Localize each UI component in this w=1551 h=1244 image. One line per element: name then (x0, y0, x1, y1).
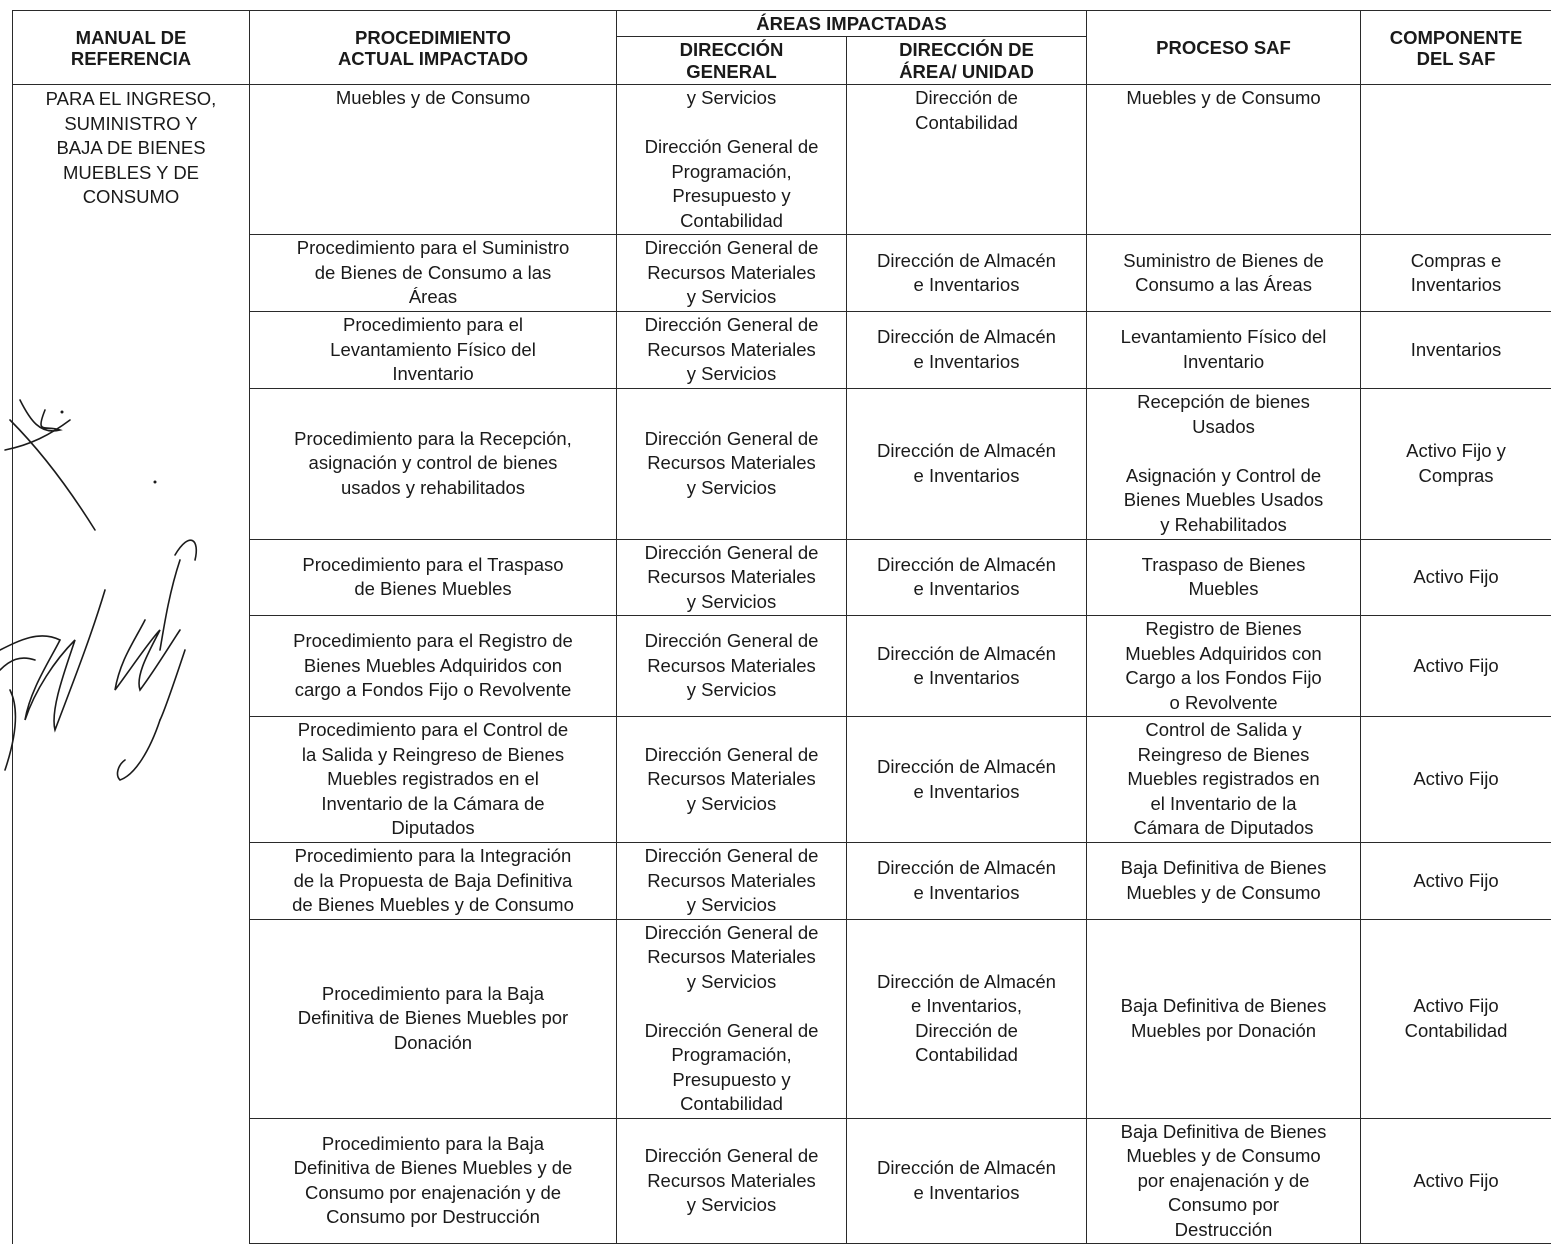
procedimiento-cell: Procedimiento para el Levantamiento Físico del Inventario (250, 312, 617, 389)
proceso-saf-cell: Baja Definitiva de Bienes Muebles y de Consumo por enajenación y de Consumo por Destrucción (1087, 1118, 1361, 1244)
direccion-area-cell: Dirección de Almacén e Inventarios (847, 1118, 1087, 1244)
procedimiento-cell: Procedimiento para el Suministro de Bienes de Consumo a las Áreas (250, 235, 617, 312)
direccion-general-cell: Dirección General de Recursos Materiales y Servicios (617, 717, 847, 843)
procedimiento-cell: Procedimiento para el Registro de Bienes Muebles Adquiridos con cargo a Fondos Fijo o Revolvente (250, 616, 617, 717)
direccion-area-cell: Dirección de Almacén e Inventarios (847, 717, 1087, 843)
procedimiento-cell: Procedimiento para la Recepción, asignación y control de bienes usados y rehabilitados (250, 388, 617, 539)
header-manual: MANUAL DE REFERENCIA (13, 11, 250, 85)
direccion-area-cell: Dirección de Almacén e Inventarios (847, 388, 1087, 539)
direccion-general-cell: Dirección General de Recursos Materiales y Servicios (617, 235, 847, 312)
direccion-general-cell: Dirección General de Recursos Materiales y Servicios Dirección General de Programación, Presupuesto y Contabilidad (617, 919, 847, 1118)
componente-saf-cell: Activo Fijo Contabilidad (1361, 919, 1551, 1118)
header-direccion-general: DIRECCIÓN GENERAL (617, 37, 847, 85)
direccion-area-cell: Dirección de Almacén e Inventarios (847, 539, 1087, 616)
procedimiento-cell: Procedimiento para el Control de la Salida y Reingreso de Bienes Muebles registrados en el Inventario de la Cámara de Diputados (250, 717, 617, 843)
proceso-saf-cell: Baja Definitiva de Bienes Muebles y de Consumo (1087, 843, 1361, 920)
direccion-area-cell: Dirección de Almacén e Inventarios (847, 312, 1087, 389)
header-areas-impactadas: ÁREAS IMPACTADAS (617, 11, 1087, 37)
componente-saf-cell: Activo Fijo y Compras (1361, 388, 1551, 539)
direccion-area-cell: Dirección de Almacén e Inventarios, Dirección de Contabilidad (847, 919, 1087, 1118)
direccion-general-cell: Dirección General de Recursos Materiales y Servicios (617, 388, 847, 539)
procedimiento-cell: Procedimiento para el Traspaso de Bienes Muebles (250, 539, 617, 616)
direccion-general-cell: Dirección General de Recursos Materiales y Servicios (617, 616, 847, 717)
direccion-area-cell: Dirección de Contabilidad (847, 85, 1087, 235)
procedures-table (12, 10, 1551, 1244)
manual-referencia-cell: PARA EL INGRESO, SUMINISTRO Y BAJA DE BIENES MUEBLES Y DE CONSUMO (13, 85, 250, 1244)
componente-saf-cell: Activo Fijo (1361, 616, 1551, 717)
proceso-saf-cell: Registro de Bienes Muebles Adquiridos con Cargo a los Fondos Fijo o Revolvente (1087, 616, 1361, 717)
procedimiento-cell: Procedimiento para la Baja Definitiva de Bienes Muebles por Donación (250, 919, 617, 1118)
proceso-saf-cell: Levantamiento Físico del Inventario (1087, 312, 1361, 389)
componente-saf-cell (1361, 85, 1551, 235)
direccion-general-cell: Dirección General de Recursos Materiales y Servicios (617, 539, 847, 616)
procedimiento-cell: Procedimiento para la Integración de la Propuesta de Baja Definitiva de Bienes Muebles y de Consumo (250, 843, 617, 920)
direccion-area-cell: Dirección de Almacén e Inventarios (847, 843, 1087, 920)
direccion-area-cell: Dirección de Almacén e Inventarios (847, 616, 1087, 717)
componente-saf-cell: Activo Fijo (1361, 717, 1551, 843)
proceso-saf-cell: Recepción de bienes Usados Asignación y Control de Bienes Muebles Usados y Rehabilitados (1087, 388, 1361, 539)
direccion-general-cell: y Servicios Dirección General de Programación, Presupuesto y Contabilidad (617, 85, 847, 235)
table-row (13, 85, 1551, 235)
proceso-saf-cell: Suministro de Bienes de Consumo a las Áreas (1087, 235, 1361, 312)
header-proceso-saf: PROCESO SAF (1087, 11, 1361, 85)
header-componente-saf: COMPONENTE DEL SAF (1361, 11, 1551, 85)
componente-saf-cell: Inventarios (1361, 312, 1551, 389)
procedimiento-cell: Procedimiento para la Baja Definitiva de Bienes Muebles y de Consumo por enajenación y de Consumo por Destrucción (250, 1118, 617, 1244)
procedimiento-cell: Muebles y de Consumo (250, 85, 617, 235)
componente-saf-cell: Compras e Inventarios (1361, 235, 1551, 312)
proceso-saf-cell: Traspaso de Bienes Muebles (1087, 539, 1361, 616)
componente-saf-cell: Activo Fijo (1361, 1118, 1551, 1244)
componente-saf-cell: Activo Fijo (1361, 843, 1551, 920)
proceso-saf-cell: Baja Definitiva de Bienes Muebles por Donación (1087, 919, 1361, 1118)
proceso-saf-cell: Control de Salida y Reingreso de Bienes Muebles registrados en el Inventario de la Cámara de Diputados (1087, 717, 1361, 843)
header-direccion-area: DIRECCIÓN DE ÁREA/ UNIDAD (847, 37, 1087, 85)
header-procedimiento: PROCEDIMIENTO ACTUAL IMPACTADO (250, 11, 617, 85)
componente-saf-cell: Activo Fijo (1361, 539, 1551, 616)
direccion-area-cell: Dirección de Almacén e Inventarios (847, 235, 1087, 312)
direccion-general-cell: Dirección General de Recursos Materiales y Servicios (617, 1118, 847, 1244)
proceso-saf-cell: Muebles y de Consumo (1087, 85, 1361, 235)
direccion-general-cell: Dirección General de Recursos Materiales y Servicios (617, 843, 847, 920)
direccion-general-cell: Dirección General de Recursos Materiales y Servicios (617, 312, 847, 389)
